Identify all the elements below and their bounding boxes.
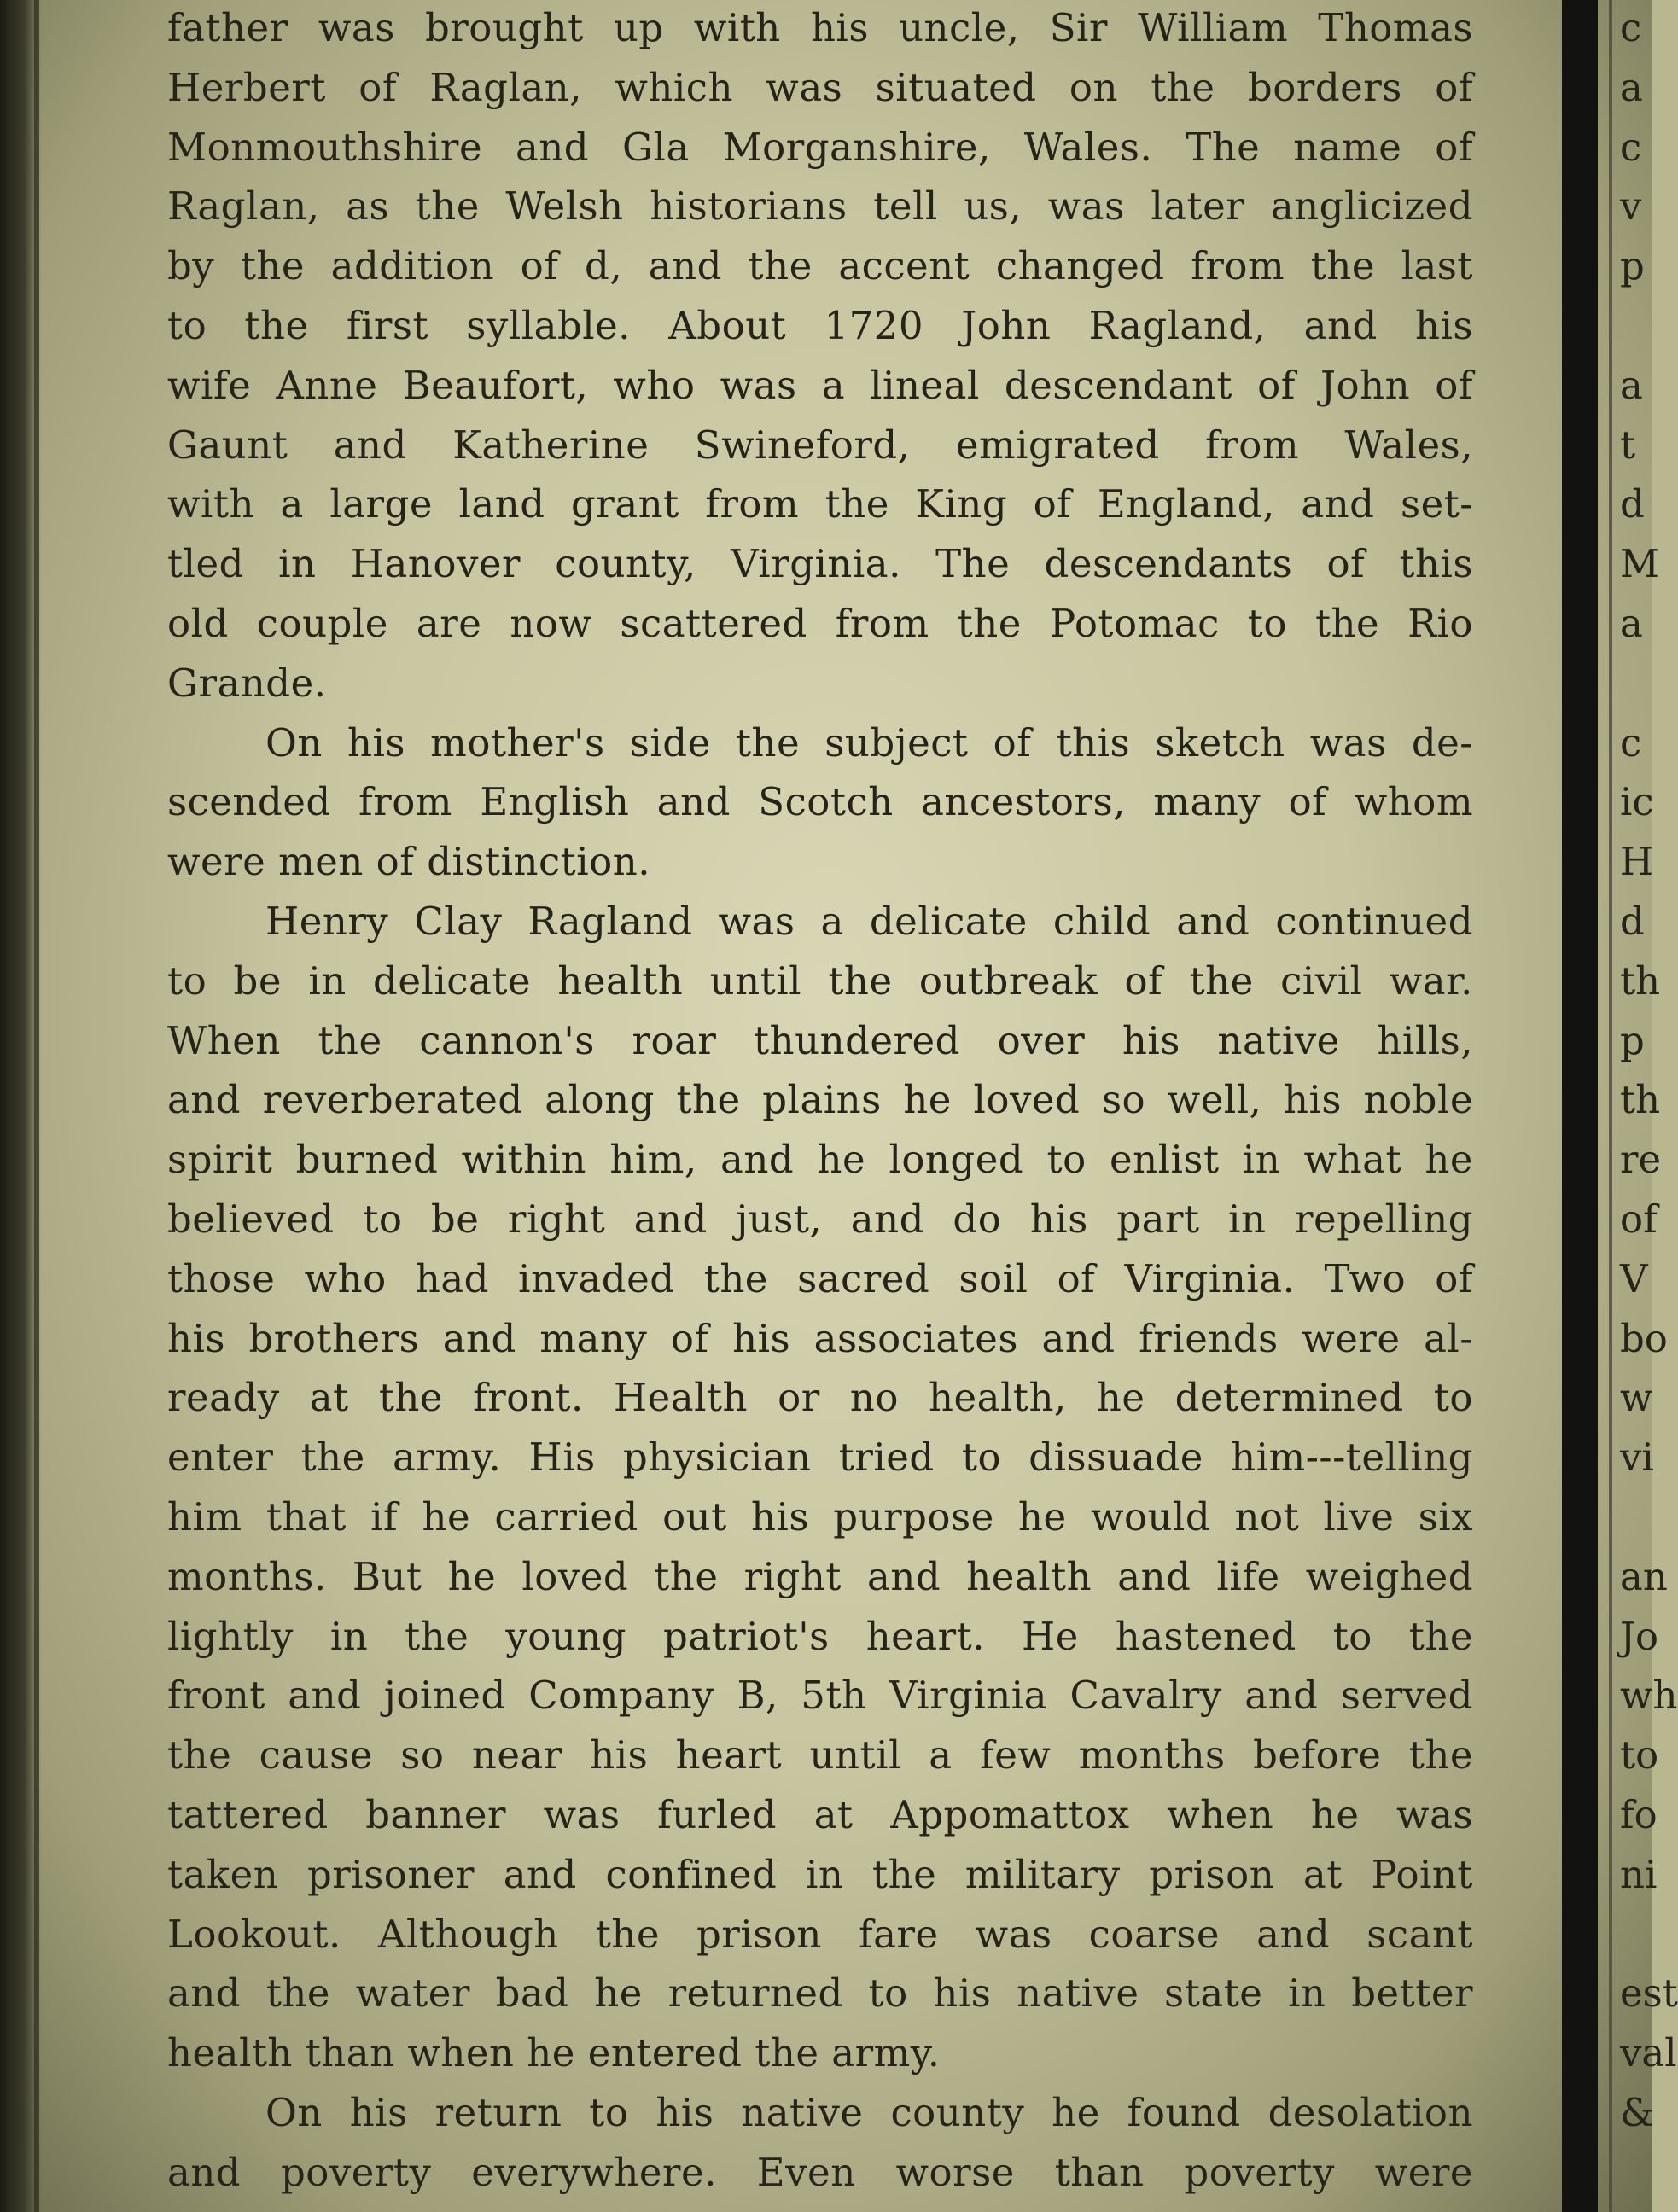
next-column-fragment: th — [1620, 1077, 1661, 1123]
next-column-fragment: fo — [1620, 1792, 1658, 1837]
article-line: father was brought up with his uncle, Sir William Thomas — [167, 5, 1473, 50]
article-line: and poverty everywhere. Even worse than poverty were — [167, 2149, 1473, 2195]
next-column-fragment: c — [1620, 124, 1642, 170]
next-column-fragment: v — [1620, 183, 1642, 230]
next-column-fragment: bo — [1620, 1315, 1668, 1361]
column-divider-bar — [1562, 0, 1598, 2212]
article-line: his brothers and many of his associates and friends were al- — [167, 1315, 1473, 1361]
next-column-fragment: a — [1620, 601, 1643, 646]
next-column-fragment: an — [1620, 1553, 1668, 1599]
article-line: months. But he loved the right and health and life weighed — [167, 1553, 1473, 1599]
article-line: When the cannon's roar thundered over his native hills, — [167, 1017, 1473, 1063]
next-column-fragment: t — [1620, 422, 1636, 468]
next-column-fragment: th — [1620, 958, 1661, 1004]
article-line: On his return to his native county he found desolation — [265, 2090, 1473, 2135]
article-line: ready at the front. Health or no health, he determined to — [167, 1375, 1473, 1421]
article-line: health than when he entered the army. — [167, 2030, 941, 2076]
next-column-fragment: est — [1620, 1970, 1678, 2017]
article-line: spirit burned within him, and he longed to enlist in what he — [167, 1137, 1473, 1183]
article-line: tattered banner was furled at Appomattox when he was — [167, 1792, 1473, 1837]
article-line: were men of distinction. — [167, 839, 651, 885]
article-line: and reverberated along the plains he loved so well, his noble — [167, 1077, 1473, 1123]
next-column-fragment: wh — [1620, 1673, 1678, 1719]
article-line: those who had invaded the sacred soil of Virginia. Two of — [167, 1255, 1473, 1301]
column-thin-rule — [1609, 0, 1612, 2212]
article-line: the cause so near his heart until a few months before the — [167, 1732, 1473, 1778]
next-column-fragment: c — [1620, 5, 1642, 50]
article-line: front and joined Company B, 5th Virginia Cavalry and served — [167, 1673, 1473, 1719]
article-line: him that if he carried out his purpose he would not live six — [167, 1494, 1473, 1540]
left-column-rule — [34, 0, 39, 2212]
article-line: taken prisoner and confined in the military prison at Point — [167, 1851, 1473, 1897]
article-line: lightly in the young patriot's heart. He hastened to the — [167, 1613, 1473, 1659]
article-line: Henry Clay Ragland was a delicate child and continued — [265, 899, 1473, 944]
next-column-fragment: a — [1620, 64, 1643, 110]
article-line: Raglan, as the Welsh historians tell us, was later anglicized — [167, 183, 1473, 230]
article-line: believed to be right and just, and do his part in repelling — [167, 1196, 1473, 1242]
next-column-fragment: to — [1620, 1732, 1659, 1778]
next-column-fragment: re — [1620, 1137, 1662, 1183]
article-line: Gaunt and Katherine Swineford, emigrated from Wales, — [167, 422, 1473, 468]
next-column-fragment: ni — [1620, 1851, 1658, 1897]
next-column-fragment: vi — [1620, 1435, 1654, 1481]
next-column-fragment: H — [1620, 839, 1654, 885]
next-column-fragment: of — [1620, 1196, 1658, 1242]
next-column-fragment: Jo — [1620, 1613, 1659, 1659]
article-line: Monmouthshire and Gla Morganshire, Wales. The name of — [167, 124, 1473, 170]
article-line: with a large land grant from the King of England, and set- — [167, 481, 1473, 527]
next-column-fragment: a — [1620, 362, 1643, 408]
article-line: Herbert of Raglan, which was situated on the borders of — [167, 64, 1473, 110]
article-line: to be in delicate health until the outbreak of the civil war. — [167, 958, 1473, 1004]
article-line: to the first syllable. About 1720 John Ragland, and his — [167, 303, 1473, 348]
next-column-fragment: d — [1620, 899, 1645, 944]
article-line: On his mother's side the subject of this sketch was de- — [265, 719, 1473, 765]
next-column-fragment: p — [1620, 1017, 1645, 1063]
article-line: tled in Hanover county, Virginia. The descendants of this — [167, 541, 1473, 587]
next-column-fragment: c — [1620, 719, 1642, 765]
next-column-fragment: d — [1620, 481, 1645, 527]
next-column-fragment: val — [1620, 2030, 1677, 2076]
next-column-fragment: & — [1620, 2090, 1655, 2135]
article-line: wife Anne Beaufort, who was a lineal descendant of John of — [167, 362, 1473, 408]
next-column-fragment: ic — [1620, 779, 1654, 825]
article-line: old couple are now scattered from the Potomac to the Rio — [167, 601, 1473, 646]
article-line: enter the army. His physician tried to dissuade him---telling — [167, 1435, 1473, 1481]
article-line: Grande. — [167, 660, 327, 706]
article-line: Lookout. Although the prison fare was coarse and scant — [167, 1911, 1473, 1957]
next-column-fragment: M — [1620, 541, 1660, 587]
article-line: and the water bad he returned to his native state in better — [167, 1970, 1473, 2017]
article-line: scended from English and Scotch ancestors, many of whom — [167, 779, 1473, 825]
next-column-fragment: p — [1620, 243, 1645, 289]
next-column-fragment: w — [1620, 1375, 1653, 1421]
next-column-fragment: V — [1620, 1255, 1648, 1301]
article-line: by the addition of d, and the accent changed from the last — [167, 243, 1473, 289]
